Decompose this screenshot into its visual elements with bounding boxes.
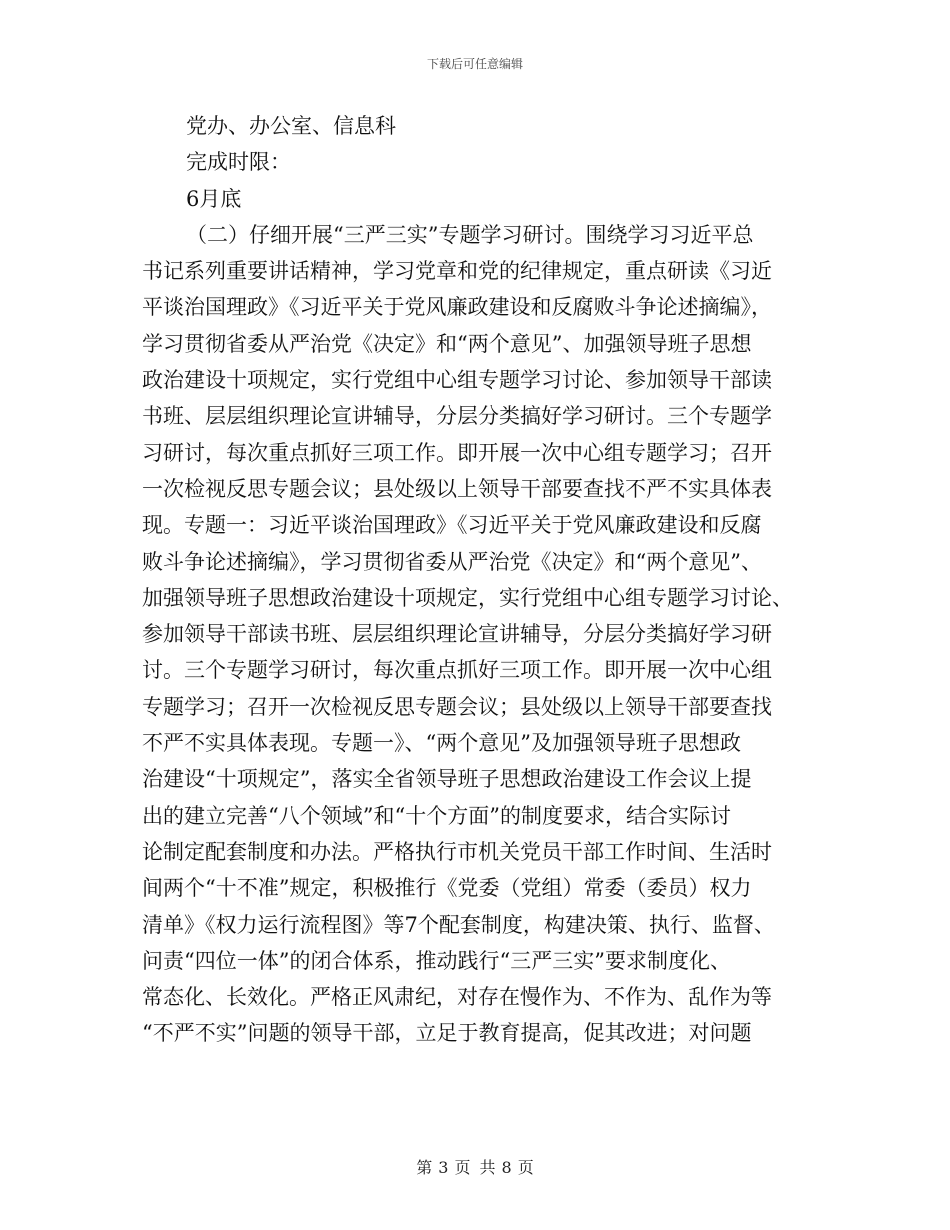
body-line: 现。专题一：习近平谈治国理政》《习近平关于党风廉政建设和反腐 <box>142 513 762 538</box>
body-line: 习研讨，每次重点抓好三项工作。即开展一次中心组专题学习；召开 <box>142 440 772 465</box>
body-line: “不严不实”问题的领导干部，立足于教育提高，促其改进；对问题 <box>142 1021 752 1046</box>
body-line: 专题学习；召开一次检视反思专题会议；县处级以上领导干部要查找 <box>142 694 772 719</box>
body-line: 治建设“十项规定”，落实全省领导班子思想政治建设工作会议上提 <box>142 767 752 792</box>
body-line: 6月底 <box>186 186 242 211</box>
body-line: 政治建设十项规定，实行党组中心组专题学习讨论、参加领导干部读 <box>142 368 772 393</box>
footer-total-pages: 8 <box>501 1158 512 1177</box>
body-line: 平谈治国理政》《习近平关于党风廉政建设和反腐败斗争论述摘编》， <box>142 295 772 320</box>
body-line: 论制定配套制度和办法。严格执行市机关党员干部工作时间、生活时 <box>142 839 772 864</box>
footer-middle: 页 共 <box>454 1158 496 1177</box>
body-line: 加强领导班子思想政治建设十项规定，实行党组中心组专题学习讨论、 <box>142 585 793 610</box>
body-line: 讨。三个专题学习研讨，每次重点抓好三项工作。即开展一次中心组 <box>142 658 772 683</box>
body-line: 党办、办公室、信息科 <box>186 114 396 138</box>
body-line: 败斗争论述摘编》，学习贯彻省委从严治党《决定》和“两个意见”、 <box>142 549 762 574</box>
body-line: 清单》《权力运行流程图》等7个配套制度，构建决策、执行、监督、 <box>142 912 775 937</box>
footer-prefix: 第 <box>416 1158 433 1177</box>
footer-page-number: 3 <box>438 1158 449 1177</box>
body-line: 出的建立完善“八个领域”和“十个方面”的制度要求，结合实际讨 <box>142 803 731 828</box>
footer-suffix: 页 <box>517 1158 534 1177</box>
body-line: 问责“四位一体”的闭合体系，推动践行“三严三实”要求制度化、 <box>142 948 731 973</box>
document-body <box>142 108 810 1052</box>
body-line: 书班、层层组织理论宣讲辅导，分层分类搞好学习研讨。三个专题学 <box>142 404 772 429</box>
body-line: （二）仔细开展“三严三实”专题学习研讨。围绕学习习近平总 <box>186 222 754 247</box>
body-line: 不严不实具体表现。专题一》、“两个意见”及加强领导班子思想政 <box>142 731 741 756</box>
body-line: 间两个“十不准”规定，积极推行《党委（党组）常委（委员）权力 <box>142 876 752 901</box>
body-line: 参加领导干部读书班、层层组织理论宣讲辅导，分层分类搞好学习研 <box>142 622 772 647</box>
body-line: 常态化、长效化。严格正风肃纪，对存在慢作为、不作为、乱作为等 <box>142 985 772 1010</box>
body-line: 一次检视反思专题会议；县处级以上领导干部要查找不严不实具体表 <box>142 476 772 501</box>
body-line: 完成时限： <box>186 150 291 175</box>
body-line: 学习贯彻省委从严治党《决定》和“两个意见”、加强领导班子思想 <box>142 331 752 356</box>
body-line: 书记系列重要讲话精神，学习党章和党的纪律规定，重点研读《习近 <box>142 259 772 284</box>
page-footer <box>0 1155 950 1178</box>
page-header: 下载后可任意编辑 <box>426 57 523 71</box>
